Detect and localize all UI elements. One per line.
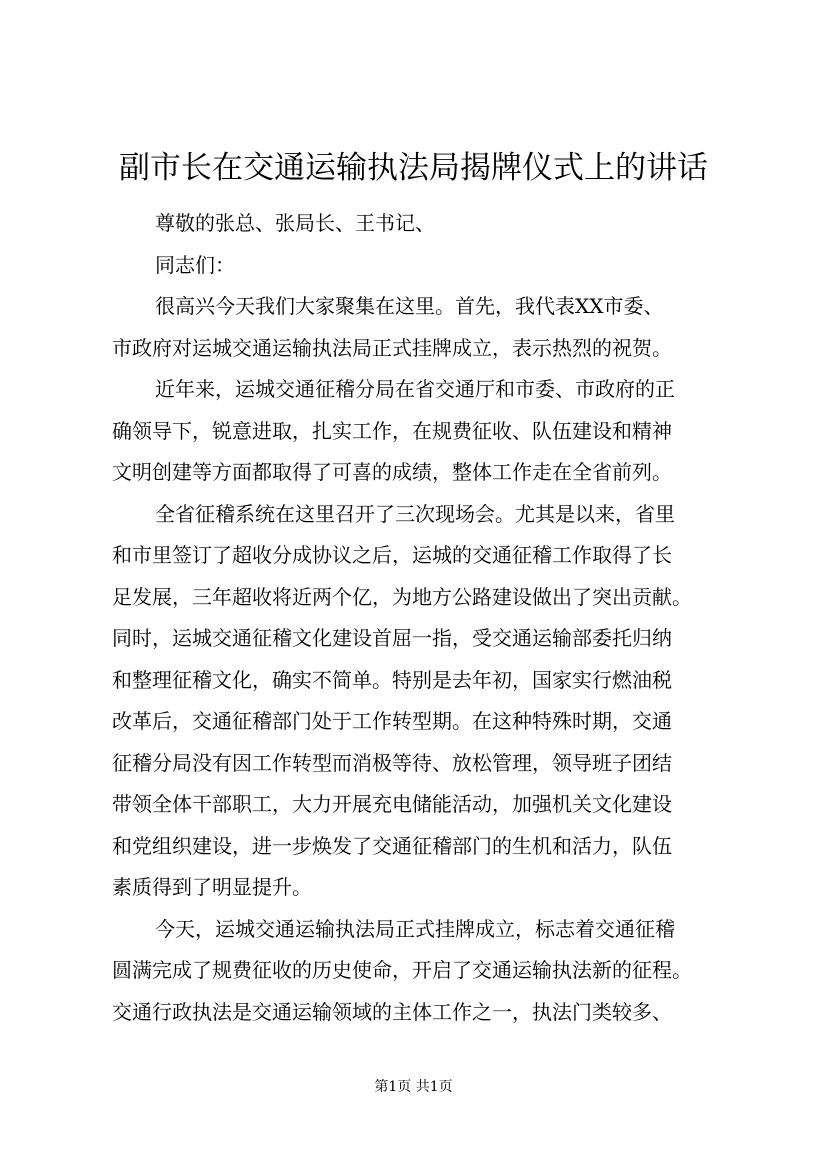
body-line: 征稽分局没有因工作转型而消极等待、放松管理，领导班子团结 [112, 750, 672, 775]
document-title: 副市长在交通运输执法局揭牌仪式上的讲话 [119, 150, 708, 186]
body-line: 同志们： [155, 252, 235, 277]
body-line: 和整理征稽文化，确实不简单。特别是去年初，国家实行燃油税 [112, 667, 672, 692]
body-line: 尊敬的张总、张局长、王书记、 [155, 211, 435, 235]
body-line: 素质得到了明显提升。 [112, 875, 312, 899]
body-line: 全省征稽系统在这里召开了三次现场会。尤其是以来，省里 [155, 501, 675, 526]
body-line: 和市里签订了超收分成协议之后，运城的交通征稽工作取得了长 [112, 543, 672, 567]
body-line: 市政府对运城交通运输执法局正式挂牌成立，表示热烈的祝贺。 [112, 335, 672, 360]
page-footer: 第1页 共1页 [374, 1079, 453, 1095]
body-line: 同时，运城交通征稽文化建设首屈一指，受交通运输部委托归纳 [112, 626, 672, 650]
body-line: 今天，运城交通运输执法局正式挂牌成立，标志着交通征稽 [155, 916, 675, 941]
body-line: 交通行政执法是交通运输领域的主体工作之一，执法门类较多、 [112, 999, 672, 1024]
body-line: 文明创建等方面都取得了可喜的成绩，整体工作走在全省前列。 [112, 460, 672, 484]
body-line: 近年来，运城交通征稽分局在省交通厅和市委、市政府的正 [155, 377, 675, 401]
body-line: 很高兴今天我们大家聚集在这里。首先，我代表XX市委、 [155, 294, 664, 318]
body-line: 确领导下，锐意进取，扎实工作，在规费征收、队伍建设和精神 [112, 418, 672, 443]
body-line: 改革后，交通征稽部门处于工作转型期。在这种特殊时期，交通 [112, 709, 672, 733]
body-line: 足发展，三年超收将近两个亿，为地方公路建设做出了突出贡献。 [112, 584, 692, 609]
body-line: 带领全体干部职工，大力开展充电储能活动，加强机关文化建设 [112, 792, 672, 816]
document-body [112, 203, 742, 1033]
body-line: 和党组织建设，进一步焕发了交通征稽部门的生机和活力，队伍 [112, 833, 672, 858]
body-line: 圆满完成了规费征收的历史使命，开启了交通运输执法新的征程。 [112, 958, 692, 982]
